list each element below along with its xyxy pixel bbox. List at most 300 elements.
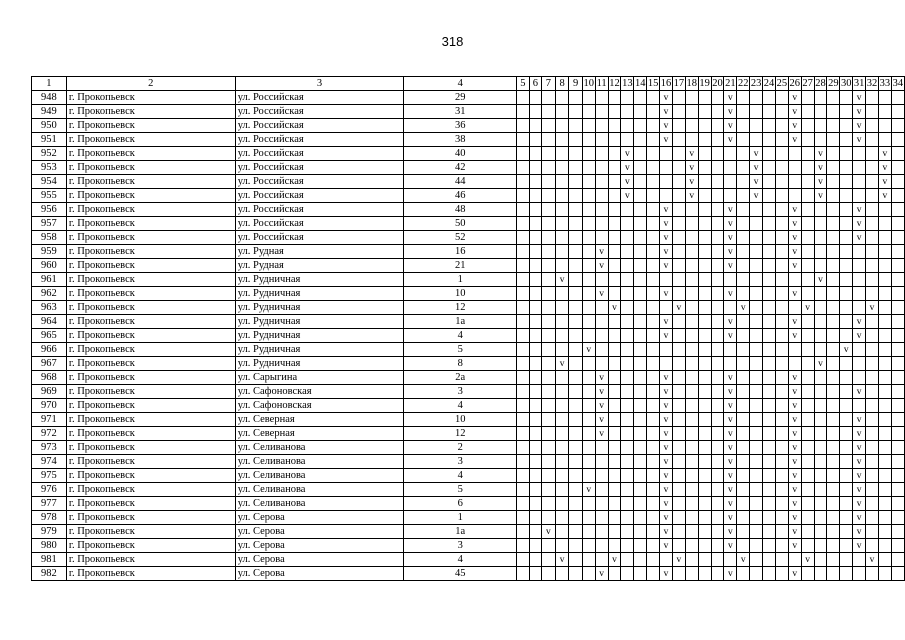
mark-cell-31: v bbox=[853, 427, 866, 441]
house-number-cell: 29 bbox=[404, 91, 517, 105]
empty-cell-12 bbox=[608, 161, 621, 175]
empty-cell-33 bbox=[878, 441, 891, 455]
empty-cell-14 bbox=[634, 259, 647, 273]
empty-cell-17 bbox=[672, 413, 685, 427]
mark-cell-21: v bbox=[724, 441, 737, 455]
empty-cell-33 bbox=[878, 511, 891, 525]
empty-cell-34 bbox=[891, 497, 904, 511]
empty-cell-30 bbox=[840, 231, 853, 245]
empty-cell-32 bbox=[866, 231, 879, 245]
empty-cell-14 bbox=[634, 231, 647, 245]
row-number: 974 bbox=[32, 455, 67, 469]
empty-cell-25 bbox=[775, 469, 788, 483]
empty-cell-12 bbox=[608, 189, 621, 203]
empty-cell-6 bbox=[529, 385, 541, 399]
empty-cell-28 bbox=[814, 329, 827, 343]
mark-cell-26: v bbox=[788, 203, 801, 217]
house-number-cell: 44 bbox=[404, 175, 517, 189]
empty-cell-18 bbox=[685, 511, 698, 525]
empty-cell-8 bbox=[555, 315, 569, 329]
empty-cell-27 bbox=[801, 427, 814, 441]
column-header-12: 12 bbox=[609, 77, 620, 89]
empty-cell-23 bbox=[750, 413, 763, 427]
empty-cell-26 bbox=[788, 189, 801, 203]
empty-cell-10 bbox=[582, 175, 595, 189]
mark-cell-31: v bbox=[853, 315, 866, 329]
empty-cell-32 bbox=[866, 133, 879, 147]
empty-cell-19 bbox=[698, 539, 711, 553]
empty-cell-33 bbox=[878, 427, 891, 441]
column-header-28: 28 bbox=[815, 77, 826, 89]
empty-cell-30 bbox=[840, 119, 853, 133]
row-number: 948 bbox=[32, 91, 67, 105]
empty-cell-25 bbox=[775, 385, 788, 399]
empty-cell-15 bbox=[647, 357, 660, 371]
mark-cell-21: v bbox=[724, 525, 737, 539]
empty-cell-9 bbox=[569, 553, 582, 567]
empty-cell-24 bbox=[763, 203, 776, 217]
empty-cell-6 bbox=[529, 413, 541, 427]
house-number-cell: 46 bbox=[404, 189, 517, 203]
city-cell: г. Прокопьевск bbox=[66, 329, 235, 343]
empty-cell-20 bbox=[711, 441, 724, 455]
empty-cell-32 bbox=[866, 315, 879, 329]
city-cell: г. Прокопьевск bbox=[66, 147, 235, 161]
mark-cell-21: v bbox=[724, 329, 737, 343]
empty-cell-8 bbox=[555, 287, 569, 301]
empty-cell-23 bbox=[750, 553, 763, 567]
empty-cell-20 bbox=[711, 497, 724, 511]
empty-cell-32 bbox=[866, 189, 879, 203]
empty-cell-28 bbox=[814, 105, 827, 119]
mark-cell-11: v bbox=[595, 371, 608, 385]
empty-cell-12 bbox=[608, 525, 621, 539]
empty-cell-29 bbox=[827, 539, 840, 553]
mark-cell-16: v bbox=[660, 105, 673, 119]
mark-cell-32: v bbox=[866, 301, 879, 315]
mark-cell-18: v bbox=[685, 147, 698, 161]
empty-cell-24 bbox=[763, 413, 776, 427]
empty-cell-6 bbox=[529, 301, 541, 315]
empty-cell-28 bbox=[814, 441, 827, 455]
city-cell: г. Прокопьевск bbox=[66, 245, 235, 259]
empty-cell-13 bbox=[621, 343, 634, 357]
empty-cell-20 bbox=[711, 385, 724, 399]
page-number: 318 bbox=[441, 34, 464, 49]
empty-cell-12 bbox=[608, 203, 621, 217]
empty-cell-20 bbox=[711, 91, 724, 105]
empty-cell-20 bbox=[711, 525, 724, 539]
empty-cell-27 bbox=[801, 413, 814, 427]
empty-cell-9 bbox=[569, 273, 582, 287]
empty-cell-12 bbox=[608, 217, 621, 231]
empty-cell-15 bbox=[647, 259, 660, 273]
empty-cell-27 bbox=[801, 161, 814, 175]
empty-cell-10 bbox=[582, 119, 595, 133]
empty-cell-5 bbox=[517, 161, 529, 175]
empty-cell-26 bbox=[788, 357, 801, 371]
empty-cell-19 bbox=[698, 371, 711, 385]
empty-cell-29 bbox=[827, 245, 840, 259]
house-number-cell: 52 bbox=[404, 231, 517, 245]
empty-cell-20 bbox=[711, 273, 724, 287]
empty-cell-13 bbox=[621, 385, 634, 399]
column-header-4: 4 bbox=[404, 77, 517, 91]
empty-cell-20 bbox=[711, 343, 724, 357]
empty-cell-22 bbox=[737, 245, 750, 259]
empty-cell-15 bbox=[647, 427, 660, 441]
mark-cell-16: v bbox=[660, 133, 673, 147]
empty-cell-14 bbox=[634, 175, 647, 189]
table-row bbox=[32, 203, 905, 217]
empty-cell-17 bbox=[672, 147, 685, 161]
empty-cell-17 bbox=[672, 161, 685, 175]
empty-cell-20 bbox=[711, 413, 724, 427]
row-number: 968 bbox=[32, 371, 67, 385]
row-number: 965 bbox=[32, 329, 67, 343]
column-header-21: 21 bbox=[725, 77, 736, 89]
empty-cell-29 bbox=[827, 427, 840, 441]
mark-cell-23: v bbox=[750, 189, 763, 203]
column-header-30: 30 bbox=[840, 77, 852, 89]
street-cell: ул. Российская bbox=[235, 133, 404, 147]
empty-cell-8 bbox=[555, 483, 569, 497]
empty-cell-6 bbox=[529, 455, 541, 469]
empty-cell-10 bbox=[582, 455, 595, 469]
row-number: 979 bbox=[32, 525, 67, 539]
empty-cell-14 bbox=[634, 525, 647, 539]
empty-cell-24 bbox=[763, 469, 776, 483]
empty-cell-25 bbox=[775, 553, 788, 567]
empty-cell-30 bbox=[840, 245, 853, 259]
empty-cell-18 bbox=[685, 483, 698, 497]
empty-cell-7 bbox=[542, 259, 556, 273]
mark-cell-23: v bbox=[750, 175, 763, 189]
empty-cell-24 bbox=[763, 553, 776, 567]
empty-cell-25 bbox=[775, 567, 788, 581]
mark-cell-11: v bbox=[595, 245, 608, 259]
empty-cell-22 bbox=[737, 133, 750, 147]
empty-cell-19 bbox=[698, 119, 711, 133]
empty-cell-18 bbox=[685, 427, 698, 441]
empty-cell-31 bbox=[853, 287, 866, 301]
mark-cell-31: v bbox=[853, 497, 866, 511]
empty-cell-22 bbox=[737, 497, 750, 511]
empty-cell-18 bbox=[685, 497, 698, 511]
empty-cell-11 bbox=[595, 105, 608, 119]
empty-cell-6 bbox=[529, 329, 541, 343]
house-number-cell: 12 bbox=[404, 427, 517, 441]
empty-cell-24 bbox=[763, 245, 776, 259]
mark-cell-16: v bbox=[660, 399, 673, 413]
empty-cell-6 bbox=[529, 553, 541, 567]
empty-cell-23 bbox=[750, 525, 763, 539]
empty-cell-18 bbox=[685, 399, 698, 413]
empty-cell-28 bbox=[814, 483, 827, 497]
empty-cell-30 bbox=[840, 287, 853, 301]
mark-cell-27: v bbox=[801, 553, 814, 567]
empty-cell-11 bbox=[595, 539, 608, 553]
empty-cell-17 bbox=[672, 245, 685, 259]
empty-cell-33 bbox=[878, 315, 891, 329]
empty-cell-29 bbox=[827, 469, 840, 483]
empty-cell-11 bbox=[595, 175, 608, 189]
mark-cell-16: v bbox=[660, 511, 673, 525]
mark-cell-26: v bbox=[788, 329, 801, 343]
house-number-cell: 10 bbox=[404, 413, 517, 427]
mark-cell-31: v bbox=[853, 91, 866, 105]
empty-cell-30 bbox=[840, 329, 853, 343]
table-row bbox=[32, 147, 905, 161]
empty-cell-33 bbox=[878, 539, 891, 553]
empty-cell-22 bbox=[737, 413, 750, 427]
empty-cell-30 bbox=[840, 189, 853, 203]
empty-cell-25 bbox=[775, 539, 788, 553]
row-number: 963 bbox=[32, 301, 67, 315]
mark-cell-21: v bbox=[724, 105, 737, 119]
empty-cell-11 bbox=[595, 329, 608, 343]
empty-cell-5 bbox=[517, 413, 529, 427]
mark-cell-28: v bbox=[814, 147, 827, 161]
mark-cell-16: v bbox=[660, 329, 673, 343]
empty-cell-14 bbox=[634, 441, 647, 455]
street-cell: ул. Северная bbox=[235, 413, 404, 427]
table-row bbox=[32, 161, 905, 175]
empty-cell-32 bbox=[866, 441, 879, 455]
empty-cell-19 bbox=[698, 427, 711, 441]
mark-cell-16: v bbox=[660, 371, 673, 385]
empty-cell-10 bbox=[582, 315, 595, 329]
empty-cell-17 bbox=[672, 357, 685, 371]
city-cell: г. Прокопьевск bbox=[66, 427, 235, 441]
empty-cell-24 bbox=[763, 133, 776, 147]
empty-cell-22 bbox=[737, 273, 750, 287]
empty-cell-14 bbox=[634, 301, 647, 315]
empty-cell-8 bbox=[555, 119, 569, 133]
empty-cell-7 bbox=[542, 203, 556, 217]
mark-cell-11: v bbox=[595, 287, 608, 301]
empty-cell-24 bbox=[763, 301, 776, 315]
empty-cell-18 bbox=[685, 217, 698, 231]
empty-cell-24 bbox=[763, 427, 776, 441]
empty-cell-7 bbox=[542, 455, 556, 469]
empty-cell-14 bbox=[634, 413, 647, 427]
empty-cell-10 bbox=[582, 567, 595, 581]
empty-cell-24 bbox=[763, 399, 776, 413]
empty-cell-18 bbox=[685, 91, 698, 105]
empty-cell-5 bbox=[517, 455, 529, 469]
mark-cell-21: v bbox=[724, 413, 737, 427]
empty-cell-18 bbox=[685, 245, 698, 259]
empty-cell-31 bbox=[853, 259, 866, 273]
empty-cell-19 bbox=[698, 469, 711, 483]
empty-cell-7 bbox=[542, 483, 556, 497]
empty-cell-10 bbox=[582, 273, 595, 287]
empty-cell-13 bbox=[621, 357, 634, 371]
empty-cell-29 bbox=[827, 511, 840, 525]
empty-cell-21 bbox=[724, 301, 737, 315]
column-header-7: 7 bbox=[542, 77, 556, 91]
empty-cell-33 bbox=[878, 399, 891, 413]
mark-cell-26: v bbox=[788, 385, 801, 399]
empty-cell-5 bbox=[517, 91, 529, 105]
table-row bbox=[32, 511, 905, 525]
empty-cell-25 bbox=[775, 483, 788, 497]
empty-cell-27 bbox=[801, 315, 814, 329]
empty-cell-5 bbox=[517, 343, 529, 357]
empty-cell-8 bbox=[555, 441, 569, 455]
empty-cell-31 bbox=[853, 343, 866, 357]
empty-cell-32 bbox=[866, 203, 879, 217]
mark-cell-16: v bbox=[660, 259, 673, 273]
empty-cell-8 bbox=[555, 259, 569, 273]
mark-cell-21: v bbox=[724, 371, 737, 385]
city-cell: г. Прокопьевск bbox=[66, 413, 235, 427]
empty-cell-23 bbox=[750, 287, 763, 301]
empty-cell-23 bbox=[750, 497, 763, 511]
empty-cell-14 bbox=[634, 217, 647, 231]
empty-cell-20 bbox=[711, 483, 724, 497]
mark-cell-16: v bbox=[660, 525, 673, 539]
empty-cell-13 bbox=[621, 203, 634, 217]
mark-cell-21: v bbox=[724, 91, 737, 105]
street-cell: ул. Серова bbox=[235, 539, 404, 553]
empty-cell-34 bbox=[891, 231, 904, 245]
empty-cell-27 bbox=[801, 259, 814, 273]
empty-cell-13 bbox=[621, 217, 634, 231]
street-cell: ул. Селиванова bbox=[235, 455, 404, 469]
empty-cell-34 bbox=[891, 553, 904, 567]
empty-cell-11 bbox=[595, 511, 608, 525]
empty-cell-6 bbox=[529, 231, 541, 245]
empty-cell-9 bbox=[569, 525, 582, 539]
column-header-24: 24 bbox=[763, 77, 775, 89]
empty-cell-26 bbox=[788, 301, 801, 315]
table-row bbox=[32, 567, 905, 581]
empty-cell-34 bbox=[891, 119, 904, 133]
empty-cell-23 bbox=[750, 91, 763, 105]
empty-cell-14 bbox=[634, 91, 647, 105]
empty-cell-9 bbox=[569, 315, 582, 329]
empty-cell-20 bbox=[711, 287, 724, 301]
empty-cell-15 bbox=[647, 231, 660, 245]
empty-cell-11 bbox=[595, 469, 608, 483]
mark-cell-32: v bbox=[866, 553, 879, 567]
city-cell: г. Прокопьевск bbox=[66, 203, 235, 217]
empty-cell-33 bbox=[878, 259, 891, 273]
empty-cell-9 bbox=[569, 91, 582, 105]
empty-cell-19 bbox=[698, 203, 711, 217]
empty-cell-21 bbox=[724, 357, 737, 371]
city-cell: г. Прокопьевск bbox=[66, 105, 235, 119]
empty-cell-17 bbox=[672, 497, 685, 511]
empty-cell-13 bbox=[621, 133, 634, 147]
empty-cell-5 bbox=[517, 441, 529, 455]
empty-cell-5 bbox=[517, 497, 529, 511]
empty-cell-22 bbox=[737, 147, 750, 161]
empty-cell-34 bbox=[891, 399, 904, 413]
table-row bbox=[32, 287, 905, 301]
empty-cell-25 bbox=[775, 105, 788, 119]
empty-cell-30 bbox=[840, 315, 853, 329]
empty-cell-17 bbox=[672, 567, 685, 581]
empty-cell-31 bbox=[853, 245, 866, 259]
mark-cell-21: v bbox=[724, 287, 737, 301]
mark-cell-31: v bbox=[853, 203, 866, 217]
empty-cell-12 bbox=[608, 567, 621, 581]
empty-cell-24 bbox=[763, 357, 776, 371]
empty-cell-20 bbox=[711, 245, 724, 259]
table-row bbox=[32, 217, 905, 231]
empty-cell-10 bbox=[582, 287, 595, 301]
city-cell: г. Прокопьевск bbox=[66, 511, 235, 525]
empty-cell-33 bbox=[878, 371, 891, 385]
empty-cell-12 bbox=[608, 147, 621, 161]
empty-cell-5 bbox=[517, 105, 529, 119]
empty-cell-7 bbox=[542, 217, 556, 231]
empty-cell-33 bbox=[878, 231, 891, 245]
mark-cell-28: v bbox=[814, 175, 827, 189]
empty-cell-28 bbox=[814, 427, 827, 441]
house-number-cell: 16 bbox=[404, 245, 517, 259]
empty-cell-10 bbox=[582, 203, 595, 217]
empty-cell-5 bbox=[517, 399, 529, 413]
table-row bbox=[32, 413, 905, 427]
empty-cell-18 bbox=[685, 455, 698, 469]
empty-cell-22 bbox=[737, 189, 750, 203]
row-number: 973 bbox=[32, 441, 67, 455]
empty-cell-30 bbox=[840, 553, 853, 567]
empty-cell-25 bbox=[775, 119, 788, 133]
column-header-16: 16 bbox=[660, 77, 672, 89]
empty-cell-14 bbox=[634, 427, 647, 441]
mark-cell-30: v bbox=[840, 343, 853, 357]
empty-cell-20 bbox=[711, 161, 724, 175]
empty-cell-11 bbox=[595, 133, 608, 147]
city-cell: г. Прокопьевск bbox=[66, 483, 235, 497]
empty-cell-18 bbox=[685, 315, 698, 329]
empty-cell-28 bbox=[814, 497, 827, 511]
empty-cell-6 bbox=[529, 161, 541, 175]
empty-cell-14 bbox=[634, 357, 647, 371]
row-number: 954 bbox=[32, 175, 67, 189]
empty-cell-27 bbox=[801, 175, 814, 189]
empty-cell-10 bbox=[582, 217, 595, 231]
empty-cell-9 bbox=[569, 189, 582, 203]
empty-cell-13 bbox=[621, 329, 634, 343]
column-header-5: 5 bbox=[517, 77, 529, 91]
empty-cell-14 bbox=[634, 119, 647, 133]
mark-cell-31: v bbox=[853, 119, 866, 133]
empty-cell-34 bbox=[891, 483, 904, 497]
empty-cell-25 bbox=[775, 399, 788, 413]
empty-cell-34 bbox=[891, 329, 904, 343]
empty-cell-24 bbox=[763, 371, 776, 385]
empty-cell-20 bbox=[711, 301, 724, 315]
street-cell: ул. Российская bbox=[235, 161, 404, 175]
empty-cell-20 bbox=[711, 147, 724, 161]
empty-cell-20 bbox=[711, 329, 724, 343]
empty-cell-23 bbox=[750, 399, 763, 413]
mark-cell-8: v bbox=[555, 357, 569, 371]
empty-cell-17 bbox=[672, 525, 685, 539]
street-cell: ул. Рудная bbox=[235, 259, 404, 273]
empty-cell-20 bbox=[711, 119, 724, 133]
house-number-cell: 2 bbox=[404, 441, 517, 455]
empty-cell-34 bbox=[891, 175, 904, 189]
empty-cell-27 bbox=[801, 231, 814, 245]
empty-cell-23 bbox=[750, 245, 763, 259]
